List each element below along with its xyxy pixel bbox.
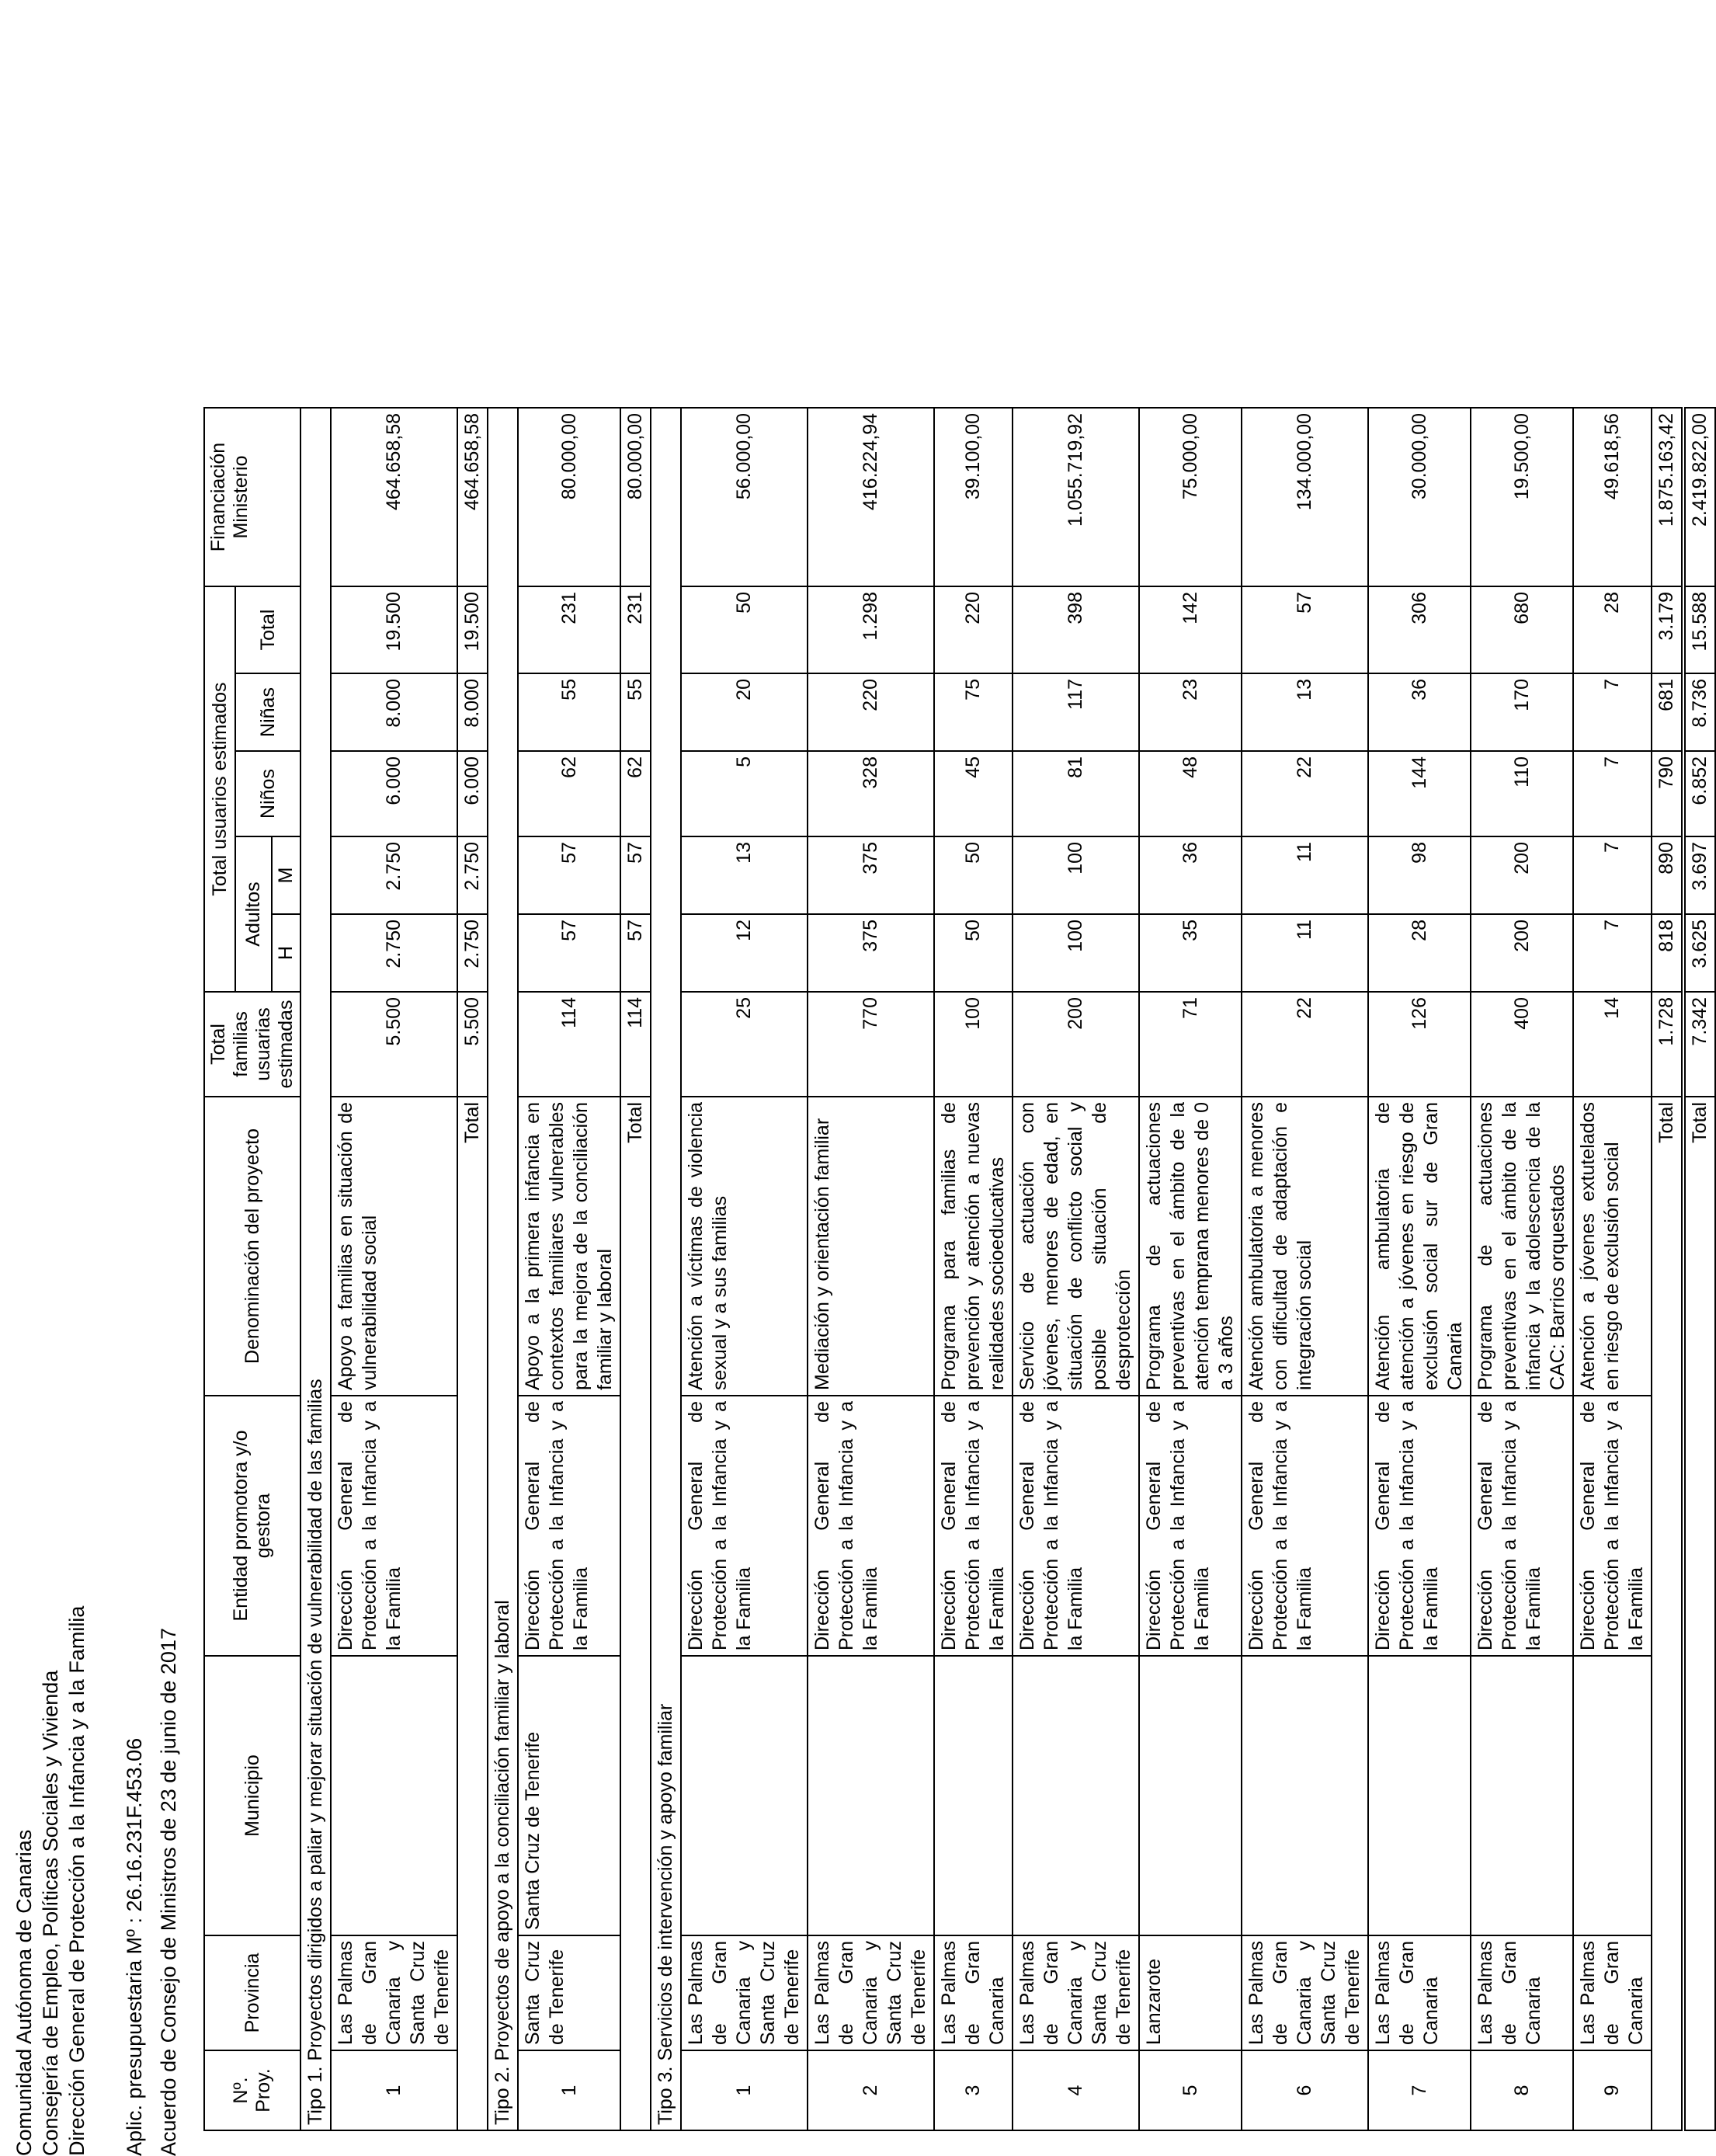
table-row: [331, 408, 457, 2130]
cell-ninas: 55: [518, 673, 620, 751]
cell-entidad: Dirección General de Protección a la Infancia y a la Familia: [681, 1396, 808, 1656]
agreement-line: Acuerdo de Consejo de Ministros de 23 de junio de 2017: [157, 1628, 180, 2156]
cell-n: 2: [808, 2050, 934, 2130]
header-org-line-3: Dirección General de Protección a la Infancia y a la Familia: [65, 1605, 89, 2156]
total-label: Total: [1683, 1097, 1715, 2130]
cell-n: 4: [1013, 2050, 1139, 2130]
cell-fin: 49.618,56: [1573, 408, 1652, 586]
cell-provincia: Santa Cruz de Tenerife: [518, 1935, 620, 2050]
col-financiacion: Financiación Ministerio: [204, 408, 300, 586]
cell-m: 36: [1139, 836, 1242, 914]
cell-ninas: 75: [934, 673, 1013, 751]
cell-ninos: 144: [1368, 751, 1471, 836]
cell-familias: 126: [1368, 992, 1471, 1097]
cell-municipio: [331, 1656, 457, 1935]
cell-ninas: 36: [1368, 673, 1471, 751]
cell-municipio: [1242, 1656, 1368, 1935]
cell-familias: 14: [1573, 992, 1652, 1097]
cell-h: 100: [1013, 914, 1139, 992]
col-m: M: [272, 836, 300, 914]
cell-familias: 71: [1139, 992, 1242, 1097]
col-ninas: Niñas: [235, 673, 300, 751]
group-title-row: [488, 408, 518, 2130]
table-row: [1471, 408, 1573, 2130]
cell-ninos: 5: [681, 751, 808, 836]
total-ninos: 6.852: [1683, 751, 1715, 836]
cell-h: 12: [681, 914, 808, 992]
group-title-row: [300, 408, 331, 2130]
cell-entidad: Dirección General de Protección a la Infancia y a la Familia: [1573, 1396, 1652, 1656]
col-provincia: Provincia: [204, 1935, 300, 2050]
cell-municipio: [1368, 1656, 1471, 1935]
cell-n: 9: [1573, 2050, 1652, 2130]
cell-total: 306: [1368, 586, 1471, 673]
cell-fin: 30.000,00: [1368, 408, 1471, 586]
cell-denominacion: Programa de actuaciones preventivas en el ámbito de la infancia y la adolescencia de la CAC: Barrios orquestados: [1471, 1097, 1573, 1396]
cell-fin: 19.500,00: [1471, 408, 1573, 586]
cell-m: 50: [934, 836, 1013, 914]
table-row: [1013, 408, 1139, 2130]
table-body: [300, 408, 1715, 2130]
cell-denominacion: Servicio de actuación con jóvenes, menores de edad, en situación de conflicto social y posible situación de desprotección: [1013, 1097, 1139, 1396]
header-row-1: [204, 408, 235, 2130]
cell-provincia: Las Palmas de Gran Canaria y Santa Cruz de Tenerife: [331, 1935, 457, 2050]
col-adultos: Adultos: [235, 836, 272, 992]
cell-total: 28: [1573, 586, 1652, 673]
cell-h: 375: [808, 914, 934, 992]
cell-provincia: Las Palmas de Gran Canaria y Santa Cruz de Tenerife: [808, 1935, 934, 2050]
table-row: [1242, 408, 1368, 2130]
col-municipio: Municipio: [204, 1656, 300, 1935]
col-familias: Total familias usuarias estimadas: [204, 992, 300, 1097]
table-row: [1139, 408, 1242, 2130]
cell-ninas: 7: [1573, 673, 1652, 751]
table-row: [518, 408, 620, 2130]
cell-entidad: Dirección General de Protección a la Infancia y a la Familia: [808, 1396, 934, 1656]
cell-total: 50: [681, 586, 808, 673]
cell-n: 1: [518, 2050, 620, 2130]
cell-ninos: 7: [1573, 751, 1652, 836]
cell-ninos: 45: [934, 751, 1013, 836]
total-total: 19.500: [457, 586, 488, 673]
cell-familias: 100: [934, 992, 1013, 1097]
cell-municipio: [1013, 1656, 1139, 1935]
cell-fin: 1.055.719,92: [1013, 408, 1139, 586]
cell-entidad: Dirección General de Protección a la Infancia y a la Familia: [331, 1396, 457, 1656]
col-h: H: [272, 914, 300, 992]
total-ninas: 8.000: [457, 673, 488, 751]
cell-entidad: Dirección General de Protección a la Infancia y a la Familia: [1368, 1396, 1471, 1656]
cell-total: 680: [1471, 586, 1573, 673]
cell-provincia: Las Palmas de Gran Canaria: [1471, 1935, 1573, 2050]
total-total: 15.588: [1683, 586, 1715, 673]
cell-n: 3: [934, 2050, 1013, 2130]
total-familias: 5.500: [457, 992, 488, 1097]
cell-denominacion: Mediación y orientación familiar: [808, 1097, 934, 1396]
cell-ninos: 81: [1013, 751, 1139, 836]
total-m: 2.750: [457, 836, 488, 914]
cell-m: 98: [1368, 836, 1471, 914]
cell-fin: 80.000,00: [518, 408, 620, 586]
total-ninos: 62: [620, 751, 651, 836]
cell-denominacion: Programa para familias de prevención y atención a nuevas realidades socioeducativas: [934, 1097, 1013, 1396]
cell-m: 375: [808, 836, 934, 914]
cell-denominacion: Apoyo a la primera infancia en contextos familiares vulnerables para la mejora de la conciliación familiar y laboral: [518, 1097, 620, 1396]
cell-h: 57: [518, 914, 620, 992]
total-fin: 2.419.822,00: [1683, 408, 1715, 586]
total-h: 3.625: [1683, 914, 1715, 992]
cell-municipio: [1573, 1656, 1652, 1935]
cell-total: 231: [518, 586, 620, 673]
table-row: [1573, 408, 1652, 2130]
total-m: 3.697: [1683, 836, 1715, 914]
cell-m: 57: [518, 836, 620, 914]
cell-denominacion: Atención ambulatoria a menores con dificultad de adaptación e integración social: [1242, 1097, 1368, 1396]
cell-total: 220: [934, 586, 1013, 673]
cell-m: 2.750: [331, 836, 457, 914]
total-total: 231: [620, 586, 651, 673]
cell-provincia: Las Palmas de Gran Canaria y Santa Cruz de Tenerife: [681, 1935, 808, 2050]
cell-familias: 5.500: [331, 992, 457, 1097]
cell-municipio: [1139, 1656, 1242, 1935]
total-familias: 7.342: [1683, 992, 1715, 1097]
cell-m: 13: [681, 836, 808, 914]
cell-n: 1: [681, 2050, 808, 2130]
cell-total: 398: [1013, 586, 1139, 673]
header-org-line-1: Comunidad Autónoma de Canarias: [12, 1829, 36, 2156]
table-row: [681, 408, 808, 2130]
cell-provincia: Las Palmas de Gran Canaria: [1573, 1935, 1652, 2050]
cell-municipio: [681, 1656, 808, 1935]
cell-entidad: Dirección General de Protección a la Infancia y a la Familia: [934, 1396, 1013, 1656]
col-ninos: Niños: [235, 751, 300, 836]
cell-ninos: 48: [1139, 751, 1242, 836]
cell-entidad: Dirección General de Protección a la Infancia y a la Familia: [1242, 1396, 1368, 1656]
total-ninos: 6.000: [457, 751, 488, 836]
total-ninas: 681: [1652, 673, 1683, 751]
cell-n: 5: [1139, 2050, 1242, 2130]
table-row: [1368, 408, 1471, 2130]
cell-total: 1.298: [808, 586, 934, 673]
cell-entidad: Dirección General de Protección a la Infancia y a la Familia: [1013, 1396, 1139, 1656]
budget-line: Aplic. presupuestaria Mº : 26.16.231F.453.06: [123, 1737, 146, 2156]
total-m: 57: [620, 836, 651, 914]
total-ninas: 55: [620, 673, 651, 751]
cell-fin: 56.000,00: [681, 408, 808, 586]
col-denominacion: Denominación del proyecto: [204, 1097, 300, 1396]
total-fin: 80.000,00: [620, 408, 651, 586]
group-title: Tipo 2. Proyectos de apoyo a la conciliación familiar y laboral: [488, 408, 518, 2130]
cell-ninas: 8.000: [331, 673, 457, 751]
cell-n: 6: [1242, 2050, 1368, 2130]
header-org-line-2: Consejería de Empleo, Políticas Sociales y Vivienda: [39, 1670, 62, 2156]
group-title: Tipo 1. Proyectos dirigidos a paliar y mejorar situación de vulnerabilidad de las familias: [300, 408, 331, 2130]
cell-denominacion: Atención a víctimas de violencia sexual y a sus familias: [681, 1097, 808, 1396]
cell-fin: 134.000,00: [1242, 408, 1368, 586]
total-h: 2.750: [457, 914, 488, 992]
total-fin: 464.658,58: [457, 408, 488, 586]
total-ninas: 8.736: [1683, 673, 1715, 751]
cell-ninos: 62: [518, 751, 620, 836]
total-label: Total: [457, 1097, 488, 2130]
cell-h: 28: [1368, 914, 1471, 992]
cell-provincia: Lanzarote: [1139, 1935, 1242, 2050]
cell-entidad: Dirección General de Protección a la Infancia y a la Familia: [1139, 1396, 1242, 1656]
cell-provincia: Las Palmas de Gran Canaria: [934, 1935, 1013, 2050]
cell-denominacion: Programa de actuaciones preventivas en el ámbito de la atención temprana menores de 0 a 3 años: [1139, 1097, 1242, 1396]
col-n-proy: Nº. Proy.: [204, 2050, 300, 2130]
cell-municipio: [1471, 1656, 1573, 1935]
cell-fin: 75.000,00: [1139, 408, 1242, 586]
cell-n: 8: [1471, 2050, 1573, 2130]
cell-denominacion: Apoyo a familias en situación de vulnerabilidad social: [331, 1097, 457, 1396]
col-usuarios: Total usuarios estimados: [204, 586, 235, 992]
total-h: 57: [620, 914, 651, 992]
cell-familias: 114: [518, 992, 620, 1097]
cell-ninas: 13: [1242, 673, 1368, 751]
cell-familias: 25: [681, 992, 808, 1097]
cell-ninos: 6.000: [331, 751, 457, 836]
total-total: 3.179: [1652, 586, 1683, 673]
table-row: [808, 408, 934, 2130]
total-ninos: 790: [1652, 751, 1683, 836]
col-total: Total: [235, 586, 300, 673]
group-total-row: [1652, 408, 1683, 2130]
projects-table: [203, 407, 1716, 2131]
total-label: Total: [1652, 1097, 1683, 2130]
cell-familias: 200: [1013, 992, 1139, 1097]
total-h: 818: [1652, 914, 1683, 992]
cell-entidad: Dirección General de Protección a la Infancia y a la Familia: [518, 1396, 620, 1656]
cell-fin: 39.100,00: [934, 408, 1013, 586]
group-total-row: [457, 408, 488, 2130]
cell-n: 7: [1368, 2050, 1471, 2130]
grand-total-row: [1683, 408, 1715, 2130]
total-fin: 1.875.163,42: [1652, 408, 1683, 586]
cell-h: 35: [1139, 914, 1242, 992]
col-entidad: Entidad promotora y/o gestora: [204, 1396, 300, 1656]
cell-provincia: Las Palmas de Gran Canaria y Santa Cruz de Tenerife: [1242, 1935, 1368, 2050]
cell-n: 1: [331, 2050, 457, 2130]
cell-total: 57: [1242, 586, 1368, 673]
cell-m: 11: [1242, 836, 1368, 914]
total-label: Total: [620, 1097, 651, 2130]
cell-ninas: 23: [1139, 673, 1242, 751]
cell-ninas: 117: [1013, 673, 1139, 751]
table-row: [934, 408, 1013, 2130]
cell-h: 7: [1573, 914, 1652, 992]
cell-h: 200: [1471, 914, 1573, 992]
cell-ninas: 20: [681, 673, 808, 751]
cell-total: 142: [1139, 586, 1242, 673]
group-title: Tipo 3. Servicios de intervención y apoyo familiar: [651, 408, 681, 2130]
group-total-row: [620, 408, 651, 2130]
cell-ninos: 110: [1471, 751, 1573, 836]
cell-ninas: 220: [808, 673, 934, 751]
cell-municipio: [808, 1656, 934, 1935]
cell-fin: 464.658,58: [331, 408, 457, 586]
cell-m: 200: [1471, 836, 1573, 914]
cell-m: 100: [1013, 836, 1139, 914]
total-familias: 1.728: [1652, 992, 1683, 1097]
cell-ninas: 170: [1471, 673, 1573, 751]
total-familias: 114: [620, 992, 651, 1097]
cell-ninos: 328: [808, 751, 934, 836]
cell-provincia: Las Palmas de Gran Canaria y Santa Cruz de Tenerife: [1013, 1935, 1139, 2050]
cell-familias: 22: [1242, 992, 1368, 1097]
cell-municipio: Santa Cruz de Tenerife: [518, 1656, 620, 1935]
cell-denominacion: Atención ambulatoria de atención a jóvenes en riesgo de exclusión social sur de Gran Canaria: [1368, 1097, 1471, 1396]
cell-ninos: 22: [1242, 751, 1368, 836]
group-title-row: [651, 408, 681, 2130]
cell-total: 19.500: [331, 586, 457, 673]
cell-denominacion: Atención a jóvenes extutelados en riesgo de exclusión social: [1573, 1097, 1652, 1396]
cell-familias: 400: [1471, 992, 1573, 1097]
cell-familias: 770: [808, 992, 934, 1097]
cell-provincia: Las Palmas de Gran Canaria: [1368, 1935, 1471, 2050]
cell-m: 7: [1573, 836, 1652, 914]
cell-h: 50: [934, 914, 1013, 992]
cell-fin: 416.224,94: [808, 408, 934, 586]
cell-entidad: Dirección General de Protección a la Infancia y a la Familia: [1471, 1396, 1573, 1656]
cell-municipio: [934, 1656, 1013, 1935]
total-m: 890: [1652, 836, 1683, 914]
cell-h: 11: [1242, 914, 1368, 992]
cell-h: 2.750: [331, 914, 457, 992]
